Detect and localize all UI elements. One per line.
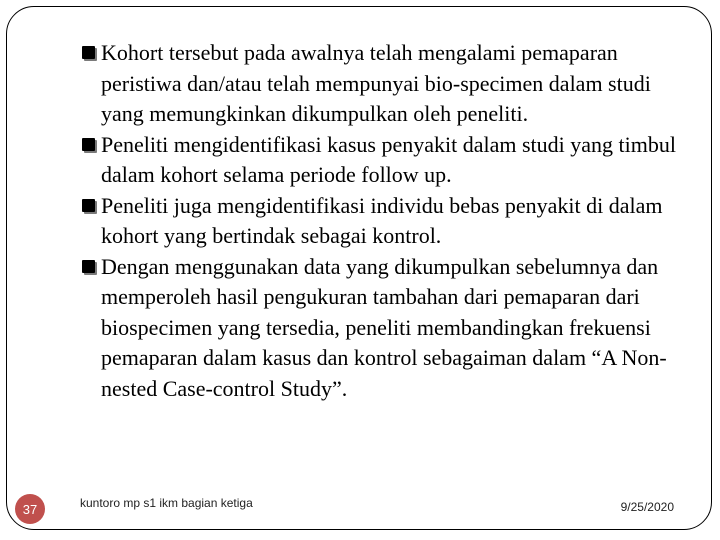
bullet-text: Peneliti mengidentifikasi kasus penyakit dalam studi yang timbul dalam kohort selama periode follow up. [101,131,676,187]
bullet-item [82,252,692,405]
square-bullet-icon [82,260,95,273]
footer-date: 9/25/2020 [620,500,674,514]
slide-body [82,38,692,404]
bullet-text: Peneliti juga mengidentifikasi individu bebas penyakit di dalam kohort yang bertindak sebagai kontrol. [101,192,663,248]
bullet-item [82,130,692,191]
square-bullet-icon [82,199,95,212]
bullet-text: Dengan menggunakan data yang dikumpulkan sebelumnya dan memperoleh hasil pengukuran tambahan dari pemaparan dari biospecimen yang tersedia, peneliti membandingkan frekuensi pemaparan dalam kasus dan kontrol sebagaiman dalam “A Non-nested Case-control Study”. [101,253,667,401]
square-bullet-icon [82,46,95,59]
bullet-item [82,38,692,130]
footer-author: kuntoro mp s1 ikm bagian ketiga [80,496,253,510]
page-number-badge [15,494,45,524]
bullet-text: Kohort tersebut pada awalnya telah mengalami pemaparan peristiwa dan/atau telah mempunyai bio-specimen dalam studi yang memungkinkan dikumpulkan oleh peneliti. [101,40,651,126]
bullet-item [82,191,692,252]
page-number: 37 [22,501,38,517]
square-bullet-icon [82,138,95,151]
